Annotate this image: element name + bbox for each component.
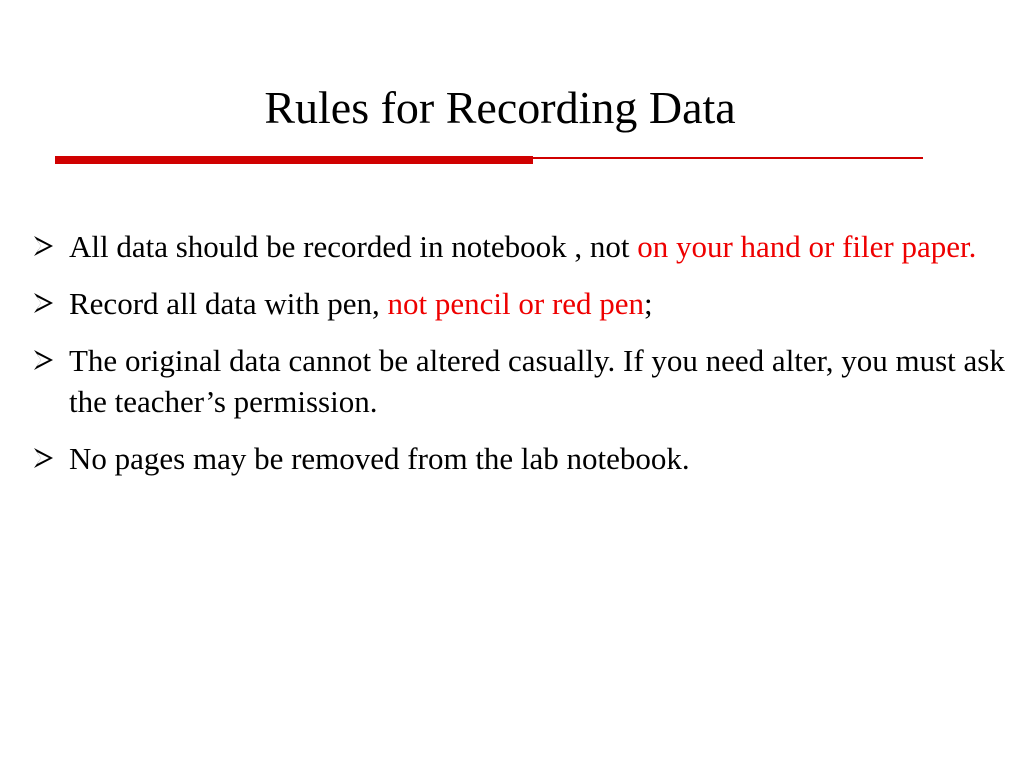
bullet-item	[30, 283, 1005, 324]
bullet-highlight: not pencil or red pen	[387, 286, 645, 321]
slide-title: Rules for Recording Data	[264, 82, 736, 133]
arrowhead-bullet-icon	[30, 340, 60, 381]
bullet-text: The original data cannot be altered casually. If you need alter, you must ask the teacher’s permission.	[69, 343, 1005, 419]
bullet-highlight: on your hand or filer paper.	[637, 229, 977, 264]
bullet-item	[30, 340, 1005, 422]
bullet-text-end: ;	[644, 286, 653, 321]
title-underline-thin	[533, 157, 923, 159]
bullet-text: Record all data with pen,	[69, 286, 388, 321]
title-underline-thick	[55, 156, 533, 164]
bullet-item	[30, 438, 1005, 479]
arrowhead-bullet-icon	[30, 283, 60, 324]
arrowhead-bullet-icon	[30, 438, 60, 479]
arrowhead-bullet-icon	[30, 226, 60, 267]
bullet-text: All data should be recorded in notebook , not	[69, 229, 638, 264]
bullet-item	[30, 226, 1005, 267]
bullet-list	[30, 226, 1005, 495]
bullet-text: No pages may be removed from the lab notebook.	[69, 441, 690, 476]
